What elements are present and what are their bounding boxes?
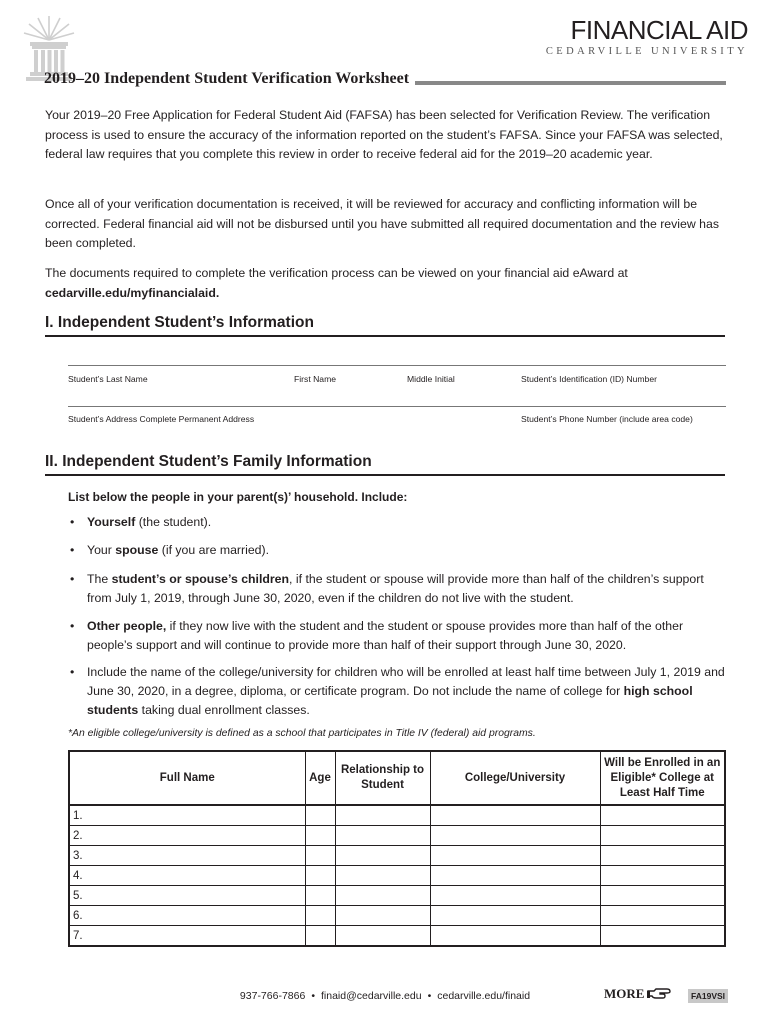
age-header: Age	[305, 751, 335, 805]
table-row	[69, 926, 725, 947]
enrolled-cell[interactable]	[600, 866, 725, 886]
table-body	[69, 805, 725, 946]
full-name-cell[interactable]: 5.	[69, 886, 305, 906]
full-name-cell[interactable]: 6.	[69, 906, 305, 926]
item-bold: high school students	[87, 684, 693, 717]
family-table	[68, 750, 726, 947]
form-code: FA19VSI	[688, 989, 728, 1003]
table-row	[69, 866, 725, 886]
item-text: (the student).	[135, 515, 212, 529]
item-bold: student’s or spouse’s children	[111, 572, 290, 586]
full-name-cell[interactable]: 2.	[69, 826, 305, 846]
table-header-row	[69, 751, 725, 805]
relationship-cell[interactable]	[335, 846, 430, 866]
college-cell[interactable]	[430, 906, 600, 926]
age-cell[interactable]	[305, 805, 335, 826]
address-label: Student’s Address Complete Permanent Address	[68, 414, 255, 424]
student-id-label: Student’s Identification (ID) Number	[521, 374, 657, 384]
bullet: •	[70, 543, 75, 557]
footer-separator: •	[311, 990, 315, 1002]
footer-separator: •	[427, 990, 432, 1002]
item-text: , if the student or spouse will provide more than half of the children’s support from July 1, 2019, through June 30, 2020, even if the children do not live with the student.	[87, 572, 704, 605]
phone-label: Student’s Phone Number (include area code)	[521, 414, 693, 424]
age-cell[interactable]	[305, 886, 335, 906]
table-row	[69, 826, 725, 846]
list-item	[70, 513, 730, 532]
college-header: College/University	[430, 751, 600, 805]
age-cell[interactable]	[305, 906, 335, 926]
section-1-heading: I. Independent Student’s Information	[45, 314, 725, 337]
enrolled-cell[interactable]	[600, 826, 725, 846]
age-cell[interactable]	[305, 866, 335, 886]
brand-subtitle: CEDARVILLE UNIVERSITY	[545, 46, 748, 57]
title-rule	[415, 81, 726, 85]
student-info-line-2[interactable]	[68, 406, 726, 407]
table-row	[69, 846, 725, 866]
item-bold: Other people,	[87, 619, 167, 633]
item-bold: Yourself	[87, 515, 136, 529]
college-cell[interactable]	[430, 886, 600, 906]
title-row	[44, 64, 726, 88]
more-label: MORE	[604, 986, 645, 1001]
brand-block	[546, 16, 748, 57]
enrolled-cell[interactable]	[600, 906, 725, 926]
relationship-cell[interactable]	[335, 906, 430, 926]
age-cell[interactable]	[305, 846, 335, 866]
intro-paragraph-1: Your 2019–20 Free Application for Federal Student Aid (FAFSA) has been selected for Verification Review. The verification process is used to ensure the accuracy of the information reported on the student’s FAFSA. Since your FAFSA was selected, federal law requires that you complete this review in order to receive federal aid for the 2019–20 academic year.	[45, 108, 723, 161]
footer-email[interactable]: finaid@cedarville.edu	[321, 990, 422, 1002]
eaward-text: The documents required to complete the verification process can be viewed on your financial aid eAward at	[45, 266, 628, 280]
table-row	[69, 886, 725, 906]
brand-title: FINANCIAL AID	[570, 15, 748, 45]
middle-initial-label: Middle Initial	[407, 374, 455, 384]
section-2-heading: II. Independent Student’s Family Information	[45, 453, 725, 476]
list-item	[70, 663, 730, 720]
item-bold: spouse	[115, 543, 159, 557]
intro-paragraph-2: Once all of your verification documentation is received, it will be reviewed for accuracy and conflicting information will be corrected. Federal financial aid will not be disbursed until you have submitted all required documentation and the review has been completed.	[45, 197, 719, 250]
age-cell[interactable]	[305, 926, 335, 947]
bullet: •	[70, 572, 75, 586]
footer-website[interactable]: cedarville.edu/finaid	[437, 990, 531, 1002]
intro-paragraph-3	[45, 264, 725, 303]
table-row	[69, 805, 725, 826]
pointing-hand-icon	[647, 987, 671, 1001]
item-pre: Include the name of the college/university for children who will be enrolled at least half time between July 1, 2019 and June 30, 2020, in a degree, diploma, or certificate program. Do not include the name of college for	[87, 665, 725, 698]
item-text: (if you are married).	[158, 543, 270, 557]
relationship-header: Relationship to Student	[335, 751, 430, 805]
relationship-cell[interactable]	[335, 866, 430, 886]
list-intro: List below the people in your parent(s)’ household. Include:	[68, 490, 408, 504]
college-cell[interactable]	[430, 805, 600, 826]
full-name-header: Full Name	[69, 751, 305, 805]
more-indicator	[604, 986, 671, 1002]
footnote: *An eligible college/university is defined as a school that participates in Title IV (federal) aid programs.	[68, 728, 536, 739]
enrolled-cell[interactable]	[600, 805, 725, 826]
full-name-cell[interactable]: 4.	[69, 866, 305, 886]
age-cell[interactable]	[305, 826, 335, 846]
myfinancialaid-link[interactable]: cedarville.edu/myfinancialaid.	[45, 285, 220, 300]
enrolled-cell[interactable]	[600, 846, 725, 866]
item-pre: The	[87, 572, 112, 586]
list-item	[70, 541, 730, 560]
footer-phone[interactable]: 937-766-7866	[239, 990, 306, 1002]
list-item	[70, 617, 730, 655]
enrolled-header: Will be Enrolled in an Eligible* College at Least Half Time	[600, 751, 725, 805]
college-cell[interactable]	[430, 866, 600, 886]
college-cell[interactable]	[430, 826, 600, 846]
enrolled-cell[interactable]	[600, 926, 725, 947]
item-text: if they now live with the student and the student or spouse provides more than half of the other people’s support and will continue to provide more than half of their support through June 30, 2020.	[87, 619, 684, 652]
bullet: •	[70, 619, 75, 633]
enrolled-cell[interactable]	[600, 886, 725, 906]
college-cell[interactable]	[430, 926, 600, 947]
bullet: •	[70, 515, 75, 529]
item-text: taking dual enrollment classes.	[138, 703, 310, 717]
relationship-cell[interactable]	[335, 805, 430, 826]
document-title: 2019–20 Independent Student Verification Worksheet	[44, 70, 410, 87]
bullet: •	[70, 665, 75, 679]
student-info-line-1[interactable]	[68, 365, 726, 366]
first-name-label: First Name	[294, 374, 337, 384]
full-name-cell[interactable]: 1.	[69, 805, 305, 826]
full-name-cell[interactable]: 3.	[69, 846, 305, 866]
item-pre: Your	[87, 543, 116, 557]
table-row	[69, 906, 725, 926]
college-cell[interactable]	[430, 846, 600, 866]
full-name-cell[interactable]: 7.	[69, 926, 305, 947]
list-item	[70, 570, 730, 608]
relationship-cell[interactable]	[335, 886, 430, 906]
relationship-cell[interactable]	[335, 926, 430, 947]
relationship-cell[interactable]	[335, 826, 430, 846]
last-name-label: Student’s Last Name	[68, 374, 148, 384]
